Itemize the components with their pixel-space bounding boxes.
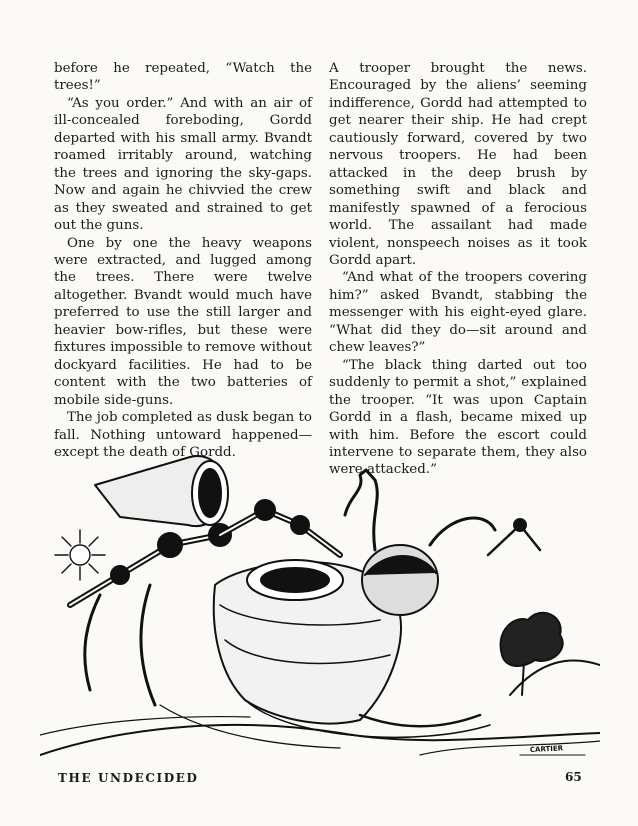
robot-gun-illustration — [40, 455, 600, 760]
muzzle-flash-icon — [55, 530, 105, 580]
tree-icon — [501, 613, 563, 695]
ground-line — [40, 725, 600, 755]
paragraph: A trooper brought the news. Encouraged by the aliens’ seeming indifference, Gordd had attempted to get nearer their ship. He had crept cautiously forward, covered by two nervous troopers. He had been attacked in the deep brush by something swift and black and manifestly spawned of a ferocious world. The assailant had made violent, nonspeech noises as it took Gordd apart. — [329, 61, 587, 268]
page-number: 65 — [565, 770, 582, 784]
paragraph: The job completed as dusk began to fall. Nothing untoward happened—except the death of Gordd. — [54, 410, 312, 460]
text-column-left — [54, 60, 312, 461]
text-column-right — [329, 60, 587, 479]
paragraph: before he repeated, “Watch the trees!” — [54, 61, 312, 94]
paragraph: One by one the heavy weapons were extracted, and lugged among the trees. There were twelve altogether. Bvandt would much have preferred to use the still larger and heavier bow-rifles, but these were fixtures impossible to remove without dockyard facilities. He had to be content with the two batteries of mobile side-guns. — [54, 235, 312, 408]
artist-signature: CARTIER — [529, 744, 564, 755]
paragraph: “As you order.” And with an air of ill-concealed foreboding, Gordd departed with his small army. Bvandt roamed irritably around, watching the trees and ignoring the sky-gaps. Now and again he chivvied the crew as they sweated and strained to get out the guns. — [54, 95, 312, 234]
paragraph: “The black thing darted out too suddenly to permit a shot,” explained the trooper. “It was upon Captain Gordd in a flash, became mixed up with him. Before the escort could intervene to separate them, they also were attacked.” — [329, 357, 587, 478]
paragraph: “And what of the troopers covering him?” asked Bvandt, stabbing the messenger with his eight-eyed glare. “What did they do—sit around and chew leaves?” — [329, 270, 587, 356]
footer-title: THE UNDECIDED — [58, 771, 199, 785]
